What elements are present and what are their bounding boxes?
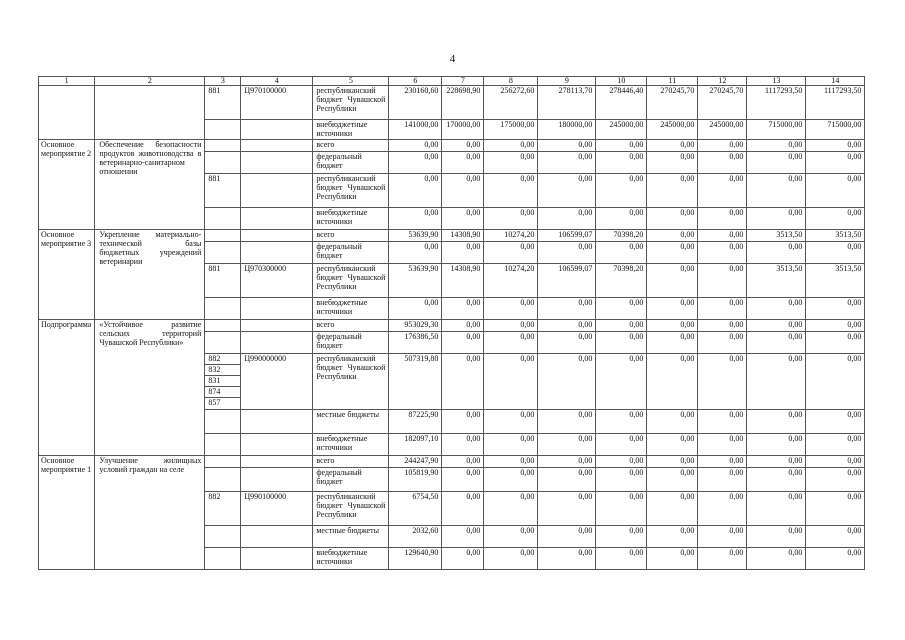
amount-cell: 53639,90 xyxy=(389,230,442,242)
amount-cell: 180000,00 xyxy=(538,120,596,140)
amount-cell: 0,00 xyxy=(484,456,538,468)
amount-cell: 0,00 xyxy=(698,298,747,320)
amount-cell: 715000,00 xyxy=(806,120,865,140)
amount-cell: 0,00 xyxy=(442,298,484,320)
amount-cell: 256272,60 xyxy=(484,86,538,120)
funding-source-cell: местные бюджеты xyxy=(313,526,389,548)
amount-cell: 0,00 xyxy=(538,354,596,410)
amount-cell: 0,00 xyxy=(806,242,865,264)
amount-cell: 0,00 xyxy=(747,140,806,152)
amount-cell: 0,00 xyxy=(647,492,698,526)
amount-cell: 0,00 xyxy=(442,354,484,410)
amount-cell: 0,00 xyxy=(806,548,865,570)
amount-cell: 0,00 xyxy=(806,354,865,410)
amount-cell: 0,00 xyxy=(806,492,865,526)
amount-cell: 0,00 xyxy=(389,208,442,230)
budget-classification-cell: Ц970300000 xyxy=(241,264,313,298)
amount-cell: 53639,90 xyxy=(389,264,442,298)
amount-cell: 270245,70 xyxy=(647,86,698,120)
amount-cell: 3513,50 xyxy=(747,264,806,298)
executor-code-cell: 881 xyxy=(205,174,241,208)
amount-cell: 0,00 xyxy=(484,354,538,410)
table-body xyxy=(39,77,865,570)
amount-cell: 0,00 xyxy=(747,548,806,570)
funding-source-cell: федеральный бюджет xyxy=(313,242,389,264)
amount-cell: 0,00 xyxy=(806,174,865,208)
amount-cell: 70398,20 xyxy=(596,264,647,298)
table-row xyxy=(39,320,865,332)
amount-cell: 0,00 xyxy=(596,468,647,492)
amount-cell: 0,00 xyxy=(747,354,806,410)
table-row xyxy=(39,140,865,152)
amount-cell: 0,00 xyxy=(806,152,865,174)
amount-cell: 0,00 xyxy=(698,354,747,410)
amount-cell: 0,00 xyxy=(747,332,806,354)
funding-source-cell: федеральный бюджет xyxy=(313,468,389,492)
amount-cell: 10274,20 xyxy=(484,264,538,298)
column-header: 11 xyxy=(647,77,698,86)
amount-cell: 0,00 xyxy=(698,526,747,548)
amount-cell: 87225,90 xyxy=(389,410,442,434)
funding-source-cell: внебюджетные источники xyxy=(313,434,389,456)
amount-cell: 0,00 xyxy=(698,320,747,332)
activity-type-cell: Основное мероприятие 1 xyxy=(39,456,95,570)
amount-cell: 0,00 xyxy=(442,332,484,354)
amount-cell: 245000,00 xyxy=(698,120,747,140)
executor-code-cell xyxy=(205,140,241,152)
funding-source-cell: республиканский бюджет Чувашской Республики xyxy=(313,354,389,410)
column-header: 1 xyxy=(39,77,95,86)
amount-cell: 0,00 xyxy=(698,492,747,526)
amount-cell: 3513,50 xyxy=(747,230,806,242)
funding-source-cell: республиканский бюджет Чувашской Республики xyxy=(313,174,389,208)
funding-source-cell: внебюджетные источники xyxy=(313,120,389,140)
amount-cell: 0,00 xyxy=(698,468,747,492)
amount-cell: 0,00 xyxy=(596,492,647,526)
amount-cell: 0,00 xyxy=(698,152,747,174)
column-header: 12 xyxy=(698,77,747,86)
budget-classification-cell xyxy=(241,230,313,242)
amount-cell: 0,00 xyxy=(484,152,538,174)
amount-cell: 0,00 xyxy=(596,208,647,230)
amount-cell: 0,00 xyxy=(389,140,442,152)
amount-cell: 0,00 xyxy=(538,434,596,456)
amount-cell: 0,00 xyxy=(647,320,698,332)
amount-cell: 0,00 xyxy=(806,208,865,230)
activity-name-cell: Обеспечение безопасности продуктов животноводства в ветеринарно-санитарном отношении xyxy=(95,140,205,230)
amount-cell: 0,00 xyxy=(806,456,865,468)
amount-cell: 0,00 xyxy=(596,526,647,548)
budget-table xyxy=(38,76,865,570)
executor-code-cell xyxy=(205,456,241,468)
amount-cell: 0,00 xyxy=(484,332,538,354)
amount-cell: 228698,90 xyxy=(442,86,484,120)
executor-code-cell xyxy=(205,410,241,434)
amount-cell: 0,00 xyxy=(596,242,647,264)
budget-classification-cell: Ц970100000 xyxy=(241,86,313,120)
amount-cell: 0,00 xyxy=(747,492,806,526)
amount-cell: 0,00 xyxy=(747,320,806,332)
amount-cell: 0,00 xyxy=(596,298,647,320)
amount-cell: 0,00 xyxy=(442,208,484,230)
amount-cell: 0,00 xyxy=(484,242,538,264)
executor-code-cell xyxy=(205,152,241,174)
executor-code-cell xyxy=(205,468,241,492)
executor-code-cell: 882 xyxy=(205,492,241,526)
budget-classification-cell xyxy=(241,320,313,332)
amount-cell: 715000,00 xyxy=(747,120,806,140)
amount-cell: 0,00 xyxy=(806,468,865,492)
amount-cell: 0,00 xyxy=(442,410,484,434)
funding-source-cell: внебюджетные источники xyxy=(313,548,389,570)
amount-cell: 1117293,50 xyxy=(806,86,865,120)
executor-code: 831 xyxy=(205,375,240,386)
budget-classification-cell xyxy=(241,332,313,354)
amount-cell: 0,00 xyxy=(647,140,698,152)
budget-classification-cell xyxy=(241,140,313,152)
amount-cell: 170000,00 xyxy=(442,120,484,140)
budget-classification-cell xyxy=(241,242,313,264)
executor-code-cell xyxy=(205,230,241,242)
budget-classification-cell xyxy=(241,174,313,208)
activity-type-cell: Подпрограмма xyxy=(39,320,95,456)
amount-cell: 0,00 xyxy=(806,298,865,320)
budget-classification-cell xyxy=(241,468,313,492)
amount-cell: 0,00 xyxy=(647,354,698,410)
amount-cell: 0,00 xyxy=(596,174,647,208)
amount-cell: 0,00 xyxy=(747,152,806,174)
amount-cell: 0,00 xyxy=(647,208,698,230)
amount-cell: 0,00 xyxy=(538,468,596,492)
amount-cell: 0,00 xyxy=(484,320,538,332)
amount-cell: 0,00 xyxy=(538,456,596,468)
amount-cell: 0,00 xyxy=(596,410,647,434)
amount-cell: 0,00 xyxy=(647,548,698,570)
amount-cell: 1117293,50 xyxy=(747,86,806,120)
amount-cell: 0,00 xyxy=(647,468,698,492)
table-row xyxy=(39,230,865,242)
executor-code-cell: 881 xyxy=(205,86,241,120)
amount-cell: 0,00 xyxy=(698,410,747,434)
amount-cell: 0,00 xyxy=(596,152,647,174)
amount-cell: 0,00 xyxy=(698,548,747,570)
amount-cell: 0,00 xyxy=(747,468,806,492)
executor-code: 874 xyxy=(205,386,240,397)
budget-classification-cell: Ц990000000 xyxy=(241,354,313,410)
executor-code: 832 xyxy=(205,364,240,375)
amount-cell: 0,00 xyxy=(698,264,747,298)
amount-cell: 14308,90 xyxy=(442,264,484,298)
executor-code-cell xyxy=(205,320,241,332)
amount-cell: 106599,07 xyxy=(538,264,596,298)
activity-name-cell: Улучшение жилищных условий граждан на селе xyxy=(95,456,205,570)
amount-cell: 0,00 xyxy=(647,230,698,242)
budget-classification-cell xyxy=(241,120,313,140)
amount-cell: 0,00 xyxy=(442,548,484,570)
funding-source-cell: внебюджетные источники xyxy=(313,208,389,230)
activity-type-cell: Основное мероприятие 3 xyxy=(39,230,95,320)
amount-cell: 0,00 xyxy=(484,434,538,456)
amount-cell: 0,00 xyxy=(806,320,865,332)
amount-cell: 0,00 xyxy=(647,298,698,320)
amount-cell: 10274,20 xyxy=(484,230,538,242)
amount-cell: 0,00 xyxy=(538,320,596,332)
column-header: 14 xyxy=(806,77,865,86)
amount-cell: 0,00 xyxy=(747,410,806,434)
amount-cell: 0,00 xyxy=(647,526,698,548)
amount-cell: 176386,50 xyxy=(389,332,442,354)
amount-cell: 0,00 xyxy=(747,298,806,320)
column-header: 2 xyxy=(95,77,205,86)
amount-cell: 0,00 xyxy=(647,264,698,298)
amount-cell: 0,00 xyxy=(747,526,806,548)
budget-classification-cell xyxy=(241,548,313,570)
amount-cell: 0,00 xyxy=(538,332,596,354)
amount-cell: 0,00 xyxy=(442,174,484,208)
amount-cell: 0,00 xyxy=(647,152,698,174)
funding-source-cell: федеральный бюджет xyxy=(313,152,389,174)
amount-cell: 0,00 xyxy=(596,320,647,332)
amount-cell: 0,00 xyxy=(747,434,806,456)
funding-source-cell: республиканский бюджет Чувашской Республики xyxy=(313,492,389,526)
amount-cell: 0,00 xyxy=(538,174,596,208)
amount-cell: 0,00 xyxy=(442,152,484,174)
amount-cell: 0,00 xyxy=(538,410,596,434)
amount-cell: 0,00 xyxy=(442,492,484,526)
amount-cell: 14308,90 xyxy=(442,230,484,242)
column-header: 4 xyxy=(241,77,313,86)
amount-cell: 0,00 xyxy=(698,434,747,456)
executor-code-cell xyxy=(205,298,241,320)
amount-cell: 141000,00 xyxy=(389,120,442,140)
amount-cell: 0,00 xyxy=(806,140,865,152)
amount-cell: 0,00 xyxy=(442,468,484,492)
amount-cell: 106599,07 xyxy=(538,230,596,242)
funding-source-cell: федеральный бюджет xyxy=(313,332,389,354)
amount-cell: 0,00 xyxy=(484,410,538,434)
amount-cell: 2032,60 xyxy=(389,526,442,548)
activity-name-cell: «Устойчивое развитие сельских территорий Чувашской Республики» xyxy=(95,320,205,456)
amount-cell: 0,00 xyxy=(698,242,747,264)
amount-cell: 953029,30 xyxy=(389,320,442,332)
amount-cell: 0,00 xyxy=(389,242,442,264)
amount-cell: 0,00 xyxy=(647,434,698,456)
column-header: 5 xyxy=(313,77,389,86)
amount-cell: 0,00 xyxy=(538,548,596,570)
amount-cell: 0,00 xyxy=(442,434,484,456)
amount-cell: 0,00 xyxy=(484,298,538,320)
amount-cell: 3513,50 xyxy=(806,264,865,298)
activity-type-cell xyxy=(39,86,95,140)
amount-cell: 0,00 xyxy=(596,354,647,410)
amount-cell: 0,00 xyxy=(484,548,538,570)
amount-cell: 0,00 xyxy=(806,332,865,354)
amount-cell: 0,00 xyxy=(698,140,747,152)
funding-source-cell: республиканский бюджет Чувашской Республики xyxy=(313,264,389,298)
amount-cell: 270245,70 xyxy=(698,86,747,120)
funding-source-cell: всего xyxy=(313,230,389,242)
funding-source-cell: всего xyxy=(313,140,389,152)
budget-classification-cell: Ц990100000 xyxy=(241,492,313,526)
amount-cell: 0,00 xyxy=(647,456,698,468)
column-header: 8 xyxy=(484,77,538,86)
budget-classification-cell xyxy=(241,434,313,456)
amount-cell: 507319,80 xyxy=(389,354,442,410)
table-header-row xyxy=(39,77,865,86)
column-header: 10 xyxy=(596,77,647,86)
executor-code: 882 xyxy=(208,354,221,363)
amount-cell: 0,00 xyxy=(596,140,647,152)
amount-cell: 244247,90 xyxy=(389,456,442,468)
amount-cell: 0,00 xyxy=(538,152,596,174)
amount-cell: 0,00 xyxy=(484,526,538,548)
amount-cell: 0,00 xyxy=(538,298,596,320)
amount-cell: 0,00 xyxy=(698,174,747,208)
amount-cell: 0,00 xyxy=(647,410,698,434)
amount-cell: 105819,90 xyxy=(389,468,442,492)
amount-cell: 0,00 xyxy=(647,174,698,208)
amount-cell: 0,00 xyxy=(538,242,596,264)
amount-cell: 0,00 xyxy=(698,456,747,468)
amount-cell: 245000,00 xyxy=(647,120,698,140)
budget-classification-cell xyxy=(241,456,313,468)
amount-cell: 0,00 xyxy=(647,242,698,264)
budget-classification-cell xyxy=(241,526,313,548)
amount-cell: 0,00 xyxy=(442,140,484,152)
budget-classification-cell xyxy=(241,410,313,434)
amount-cell: 0,00 xyxy=(596,434,647,456)
funding-source-cell: местные бюджеты xyxy=(313,410,389,434)
amount-cell: 0,00 xyxy=(389,298,442,320)
executor-code-cell xyxy=(205,548,241,570)
column-header: 13 xyxy=(747,77,806,86)
activity-type-cell: Основное мероприятие 2 xyxy=(39,140,95,230)
amount-cell: 0,00 xyxy=(538,208,596,230)
amount-cell: 0,00 xyxy=(806,410,865,434)
amount-cell: 0,00 xyxy=(484,492,538,526)
amount-cell: 0,00 xyxy=(442,456,484,468)
executor-code-cell xyxy=(205,434,241,456)
amount-cell: 0,00 xyxy=(538,526,596,548)
amount-cell: 0,00 xyxy=(484,208,538,230)
amount-cell: 70398,20 xyxy=(596,230,647,242)
amount-cell: 0,00 xyxy=(442,320,484,332)
amount-cell: 0,00 xyxy=(747,174,806,208)
amount-cell: 0,00 xyxy=(442,526,484,548)
executor-code-cell xyxy=(205,332,241,354)
funding-source-cell: республиканский бюджет Чувашской Республики xyxy=(313,86,389,120)
amount-cell: 0,00 xyxy=(698,332,747,354)
column-header: 6 xyxy=(389,77,442,86)
amount-cell: 129640,90 xyxy=(389,548,442,570)
executor-code-cell xyxy=(205,354,241,410)
executor-code-cell xyxy=(205,526,241,548)
amount-cell: 0,00 xyxy=(538,140,596,152)
amount-cell: 3513,50 xyxy=(806,230,865,242)
amount-cell: 230160,60 xyxy=(389,86,442,120)
amount-cell: 0,00 xyxy=(747,208,806,230)
amount-cell: 0,00 xyxy=(484,140,538,152)
amount-cell: 0,00 xyxy=(442,242,484,264)
executor-code-cell: 881 xyxy=(205,264,241,298)
amount-cell: 0,00 xyxy=(596,548,647,570)
amount-cell: 0,00 xyxy=(389,174,442,208)
page-number: 4 xyxy=(449,53,456,65)
funding-source-cell: всего xyxy=(313,320,389,332)
amount-cell: 0,00 xyxy=(596,332,647,354)
budget-classification-cell xyxy=(241,208,313,230)
amount-cell: 0,00 xyxy=(698,208,747,230)
amount-cell: 175000,00 xyxy=(484,120,538,140)
amount-cell: 0,00 xyxy=(806,434,865,456)
amount-cell: 182097,10 xyxy=(389,434,442,456)
activity-name-cell: Укрепление материально-технической базы бюджетных учреждений ветеринарии xyxy=(95,230,205,320)
executor-code-cell xyxy=(205,208,241,230)
amount-cell: 0,00 xyxy=(747,456,806,468)
executor-code: 857 xyxy=(205,397,240,408)
amount-cell: 0,00 xyxy=(647,332,698,354)
budget-classification-cell xyxy=(241,298,313,320)
amount-cell: 245000,00 xyxy=(596,120,647,140)
amount-cell: 0,00 xyxy=(596,456,647,468)
table-row xyxy=(39,86,865,120)
amount-cell: 0,00 xyxy=(484,174,538,208)
amount-cell: 0,00 xyxy=(747,242,806,264)
table-row xyxy=(39,456,865,468)
executor-code-cell xyxy=(205,242,241,264)
amount-cell: 0,00 xyxy=(389,152,442,174)
column-header: 7 xyxy=(442,77,484,86)
funding-source-cell: внебюджетные источники xyxy=(313,298,389,320)
amount-cell: 6754,50 xyxy=(389,492,442,526)
column-header: 9 xyxy=(538,77,596,86)
activity-name-cell xyxy=(95,86,205,140)
amount-cell: 0,00 xyxy=(698,230,747,242)
amount-cell: 278446,40 xyxy=(596,86,647,120)
amount-cell: 0,00 xyxy=(806,526,865,548)
budget-classification-cell xyxy=(241,152,313,174)
executor-code-cell xyxy=(205,120,241,140)
amount-cell: 0,00 xyxy=(484,468,538,492)
funding-source-cell: всего xyxy=(313,456,389,468)
column-header: 3 xyxy=(205,77,241,86)
amount-cell: 0,00 xyxy=(538,492,596,526)
amount-cell: 278113,70 xyxy=(538,86,596,120)
